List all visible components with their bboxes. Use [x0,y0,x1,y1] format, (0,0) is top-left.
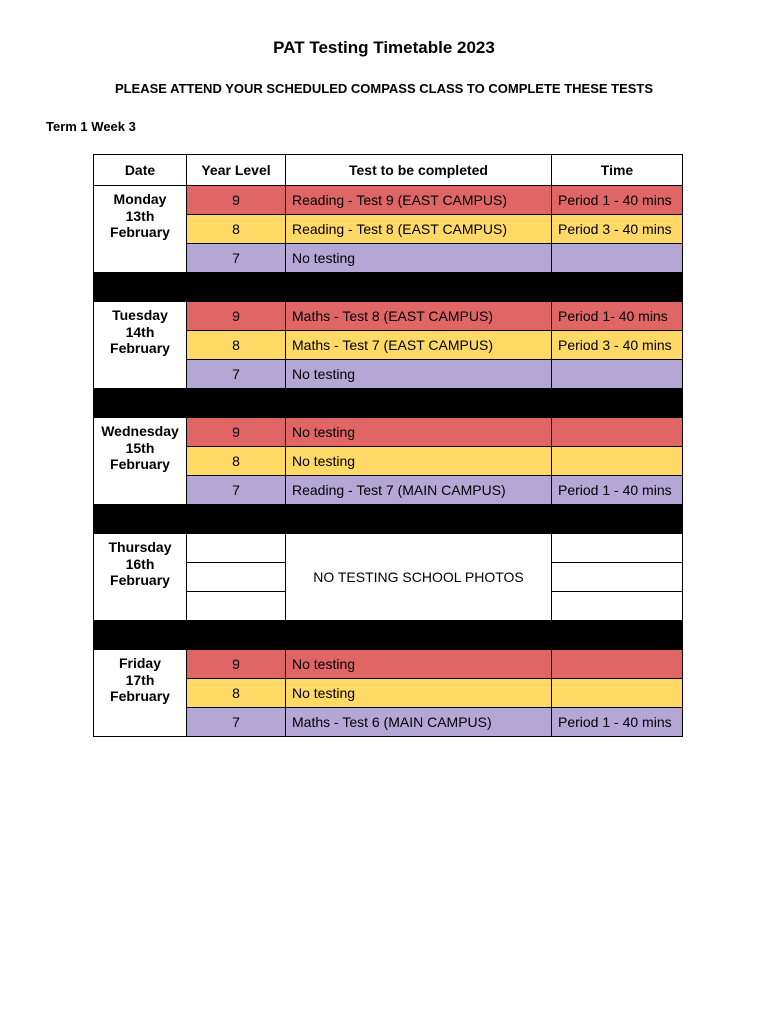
day-month: February [110,572,170,588]
test-cell: Reading - Test 9 (EAST CAMPUS) [286,186,552,215]
day-name: Friday [118,655,161,671]
day-date: 14th [125,323,155,340]
year-cell: 7 [187,360,286,389]
year-cell: 8 [187,679,286,708]
day-name: Thursday [108,539,172,555]
time-cell: Period 1- 40 mins [552,302,683,331]
test-cell: Maths - Test 6 (MAIN CAMPUS) [286,708,552,737]
time-cell [552,592,683,621]
separator-row [94,505,683,534]
test-cell: No testing [286,244,552,273]
test-cell: No testing [286,447,552,476]
year-cell: 7 [187,244,286,273]
table-row [94,650,683,679]
header-date: Date [94,155,187,186]
year-cell: 7 [187,708,286,737]
test-cell: Reading - Test 7 (MAIN CAMPUS) [286,476,552,505]
time-cell [552,650,683,679]
year-cell [187,563,286,592]
no-testing-note: NO TESTING SCHOOL PHOTOS [286,534,552,621]
date-cell-thursday [94,534,187,621]
separator-row [94,621,683,650]
time-cell [552,360,683,389]
year-cell: 8 [187,331,286,360]
day-date: 13th [125,207,155,224]
time-cell [552,563,683,592]
header-time: Time [552,155,683,186]
year-cell: 8 [187,447,286,476]
year-cell: 8 [187,215,286,244]
separator-row [94,389,683,418]
table-row [94,534,683,563]
date-cell-friday [94,650,187,737]
time-cell [552,679,683,708]
timetable [93,154,683,737]
time-cell: Period 3 - 40 mins [552,215,683,244]
day-month: February [110,688,170,704]
year-cell: 9 [187,650,286,679]
time-cell [552,447,683,476]
test-cell: Maths - Test 8 (EAST CAMPUS) [286,302,552,331]
day-month: February [110,456,170,472]
date-cell-monday [94,186,187,273]
year-cell [187,534,286,563]
day-name: Wednesday [101,423,179,439]
test-cell: Maths - Test 7 (EAST CAMPUS) [286,331,552,360]
time-cell: Period 1 - 40 mins [552,186,683,215]
date-cell-tuesday [94,302,187,389]
year-cell: 7 [187,476,286,505]
test-cell: No testing [286,679,552,708]
page-subtitle: PLEASE ATTEND YOUR SCHEDULED COMPASS CLASS TO COMPLETE THESE TESTS [114,81,654,96]
day-date: 16th [125,555,155,572]
header-year-level: Year Level [187,155,286,186]
header-test: Test to be completed [286,155,552,186]
date-cell-wednesday [94,418,187,505]
test-cell: No testing [286,418,552,447]
day-name: Monday [113,191,167,207]
year-cell: 9 [187,418,286,447]
day-date: 15th [125,439,155,456]
year-cell: 9 [187,302,286,331]
table-row [94,302,683,331]
time-cell: Period 3 - 40 mins [552,331,683,360]
table-row [94,186,683,215]
year-cell: 9 [187,186,286,215]
year-cell [187,592,286,621]
term-label: Term 1 Week 3 [46,119,136,134]
time-cell [552,244,683,273]
test-cell: No testing [286,650,552,679]
day-name: Tuesday [112,307,168,323]
time-cell: Period 1 - 40 mins [552,708,683,737]
time-cell: Period 1 - 40 mins [552,476,683,505]
time-cell [552,534,683,563]
day-month: February [110,224,170,240]
table-row [94,418,683,447]
test-cell: No testing [286,360,552,389]
header-row [94,155,683,186]
page-title: PAT Testing Timetable 2023 [273,38,495,57]
time-cell [552,418,683,447]
day-date: 17th [125,671,155,688]
day-month: February [110,340,170,356]
separator-row [94,273,683,302]
test-cell: Reading - Test 8 (EAST CAMPUS) [286,215,552,244]
